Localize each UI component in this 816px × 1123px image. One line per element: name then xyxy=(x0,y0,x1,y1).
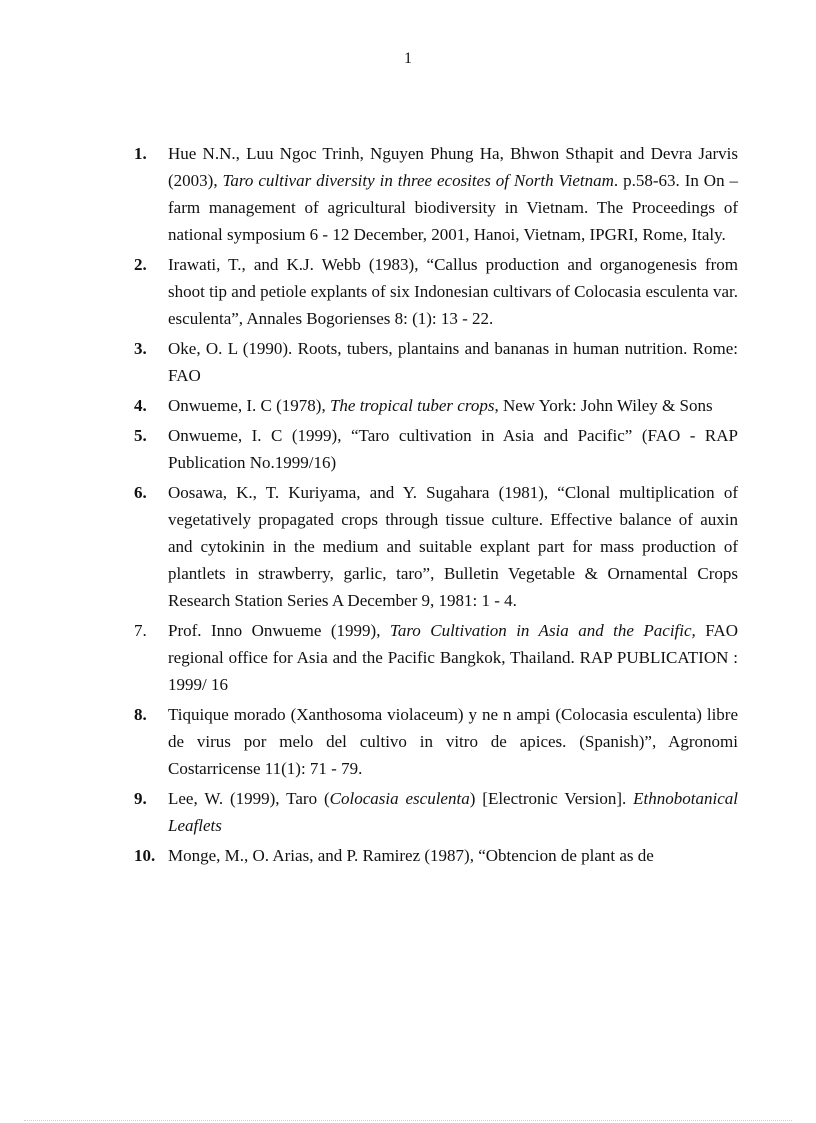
reference-text xyxy=(168,479,738,614)
reference-text-segment: FAO regional office for Asia and the Pacific Bangkok, Thailand. RAP PUBLICATION : 1999/ 16 xyxy=(168,621,738,694)
reference-text-segment: ) [Electronic Version]. xyxy=(469,789,634,808)
reference-text-segment: Monge, M., O. Arias, and P. Ramirez (1987), “Obtencion de plant as de xyxy=(168,846,654,865)
reference-number: 3. xyxy=(134,339,147,358)
reference-text xyxy=(168,251,738,332)
reference-title-italic: Taro cultivar diversity in three ecosites of North Vietnam xyxy=(222,171,614,190)
reference-item xyxy=(134,422,738,476)
reference-item xyxy=(134,335,738,389)
page-number: 1 xyxy=(404,50,412,67)
reference-text xyxy=(168,335,738,389)
reference-text-segment: Onwueme, I. C (1978), xyxy=(168,396,330,415)
reference-number: 7. xyxy=(134,621,147,640)
reference-title-italic: Ethnobotanical Leaflets xyxy=(168,789,738,835)
reference-text xyxy=(168,422,738,476)
reference-item xyxy=(134,842,738,869)
reference-item xyxy=(134,479,738,614)
reference-item xyxy=(134,701,738,782)
reference-text-segment: Tiquique morado (Xanthosoma violaceum) y ne n ampi (Colocasia esculenta) libre de virus por melo del cultivo in vitro de apices. (Spanish)”, Agronomi Costarricense 11(1): 71 - 79. xyxy=(168,705,738,778)
reference-number: 2. xyxy=(134,255,147,274)
reference-item xyxy=(134,140,738,248)
reference-text-segment: Prof. Inno Onwueme (1999), xyxy=(168,621,390,640)
reference-item xyxy=(134,392,738,419)
reference-text xyxy=(168,392,738,419)
reference-text xyxy=(168,701,738,782)
reference-text-segment: Hue N.N., Luu Ngoc Trinh, Nguyen Phung Ha, Bhwon Sthapit and Devra Jarvis (2003), xyxy=(168,144,738,190)
reference-number: 10. xyxy=(134,846,156,865)
reference-item xyxy=(134,251,738,332)
reference-text xyxy=(168,785,738,839)
reference-text-segment: . p.58-63. In On – farm management of agricultural biodiversity in Vietnam. The Proceedings of national symposium 6 - 12 December, 2001, Hanoi, Vietnam, IPGRI, Rome, Italy. xyxy=(168,171,739,244)
reference-number: 6. xyxy=(134,483,147,502)
reference-title-italic: The tropical tuber crops xyxy=(329,396,495,415)
reference-number: 4. xyxy=(134,396,147,415)
reference-item xyxy=(134,785,738,839)
reference-text xyxy=(168,140,738,248)
reference-text-segment: Irawati, T., and K.J. Webb (1983), “Callus production and organogenesis from shoot tip and petiole explants of six Indonesian cultivars of Colocasia esculenta var. esculenta”, Annales Bogorienses 8: (1): 13 - 22. xyxy=(168,255,738,328)
reference-title-italic: Taro Cultivation in Asia and the Pacific, xyxy=(389,621,696,640)
reference-text-segment: , New York: John Wiley & Sons xyxy=(494,396,713,415)
reference-number: 9. xyxy=(134,789,147,808)
reference-number: 1. xyxy=(134,144,147,163)
reference-title-italic: Colocasia esculenta xyxy=(329,789,470,808)
reference-item xyxy=(134,617,738,698)
reference-text xyxy=(168,842,738,869)
reference-text-segment: Onwueme, I. C (1999), “Taro cultivation in Asia and Pacific” (FAO - RAP Publication No.1999/16) xyxy=(168,426,738,472)
page-bottom-divider xyxy=(24,1120,792,1121)
reference-text-segment: Oosawa, K., T. Kuriyama, and Y. Sugahara (1981), “Clonal multiplication of vegetatively propagated crops through tissue culture. Effective balance of auxin and cytokinin in the medium and suitable explant part for mass production of plantlets in strawberry, garlic, taro”, Bulletin Vegetable & Ornamental Crops Research Station Series A December 9, 1981: 1 - 4. xyxy=(168,483,738,610)
reference-number: 8. xyxy=(134,705,147,724)
reference-text xyxy=(168,617,738,698)
reference-number: 5. xyxy=(134,426,147,445)
reference-text-segment: Lee, W. (1999), Taro ( xyxy=(168,789,330,808)
reference-text-segment: Oke, O. L (1990). Roots, tubers, plantains and bananas in human nutrition. Rome: FAO xyxy=(168,339,738,385)
reference-list xyxy=(134,140,738,872)
